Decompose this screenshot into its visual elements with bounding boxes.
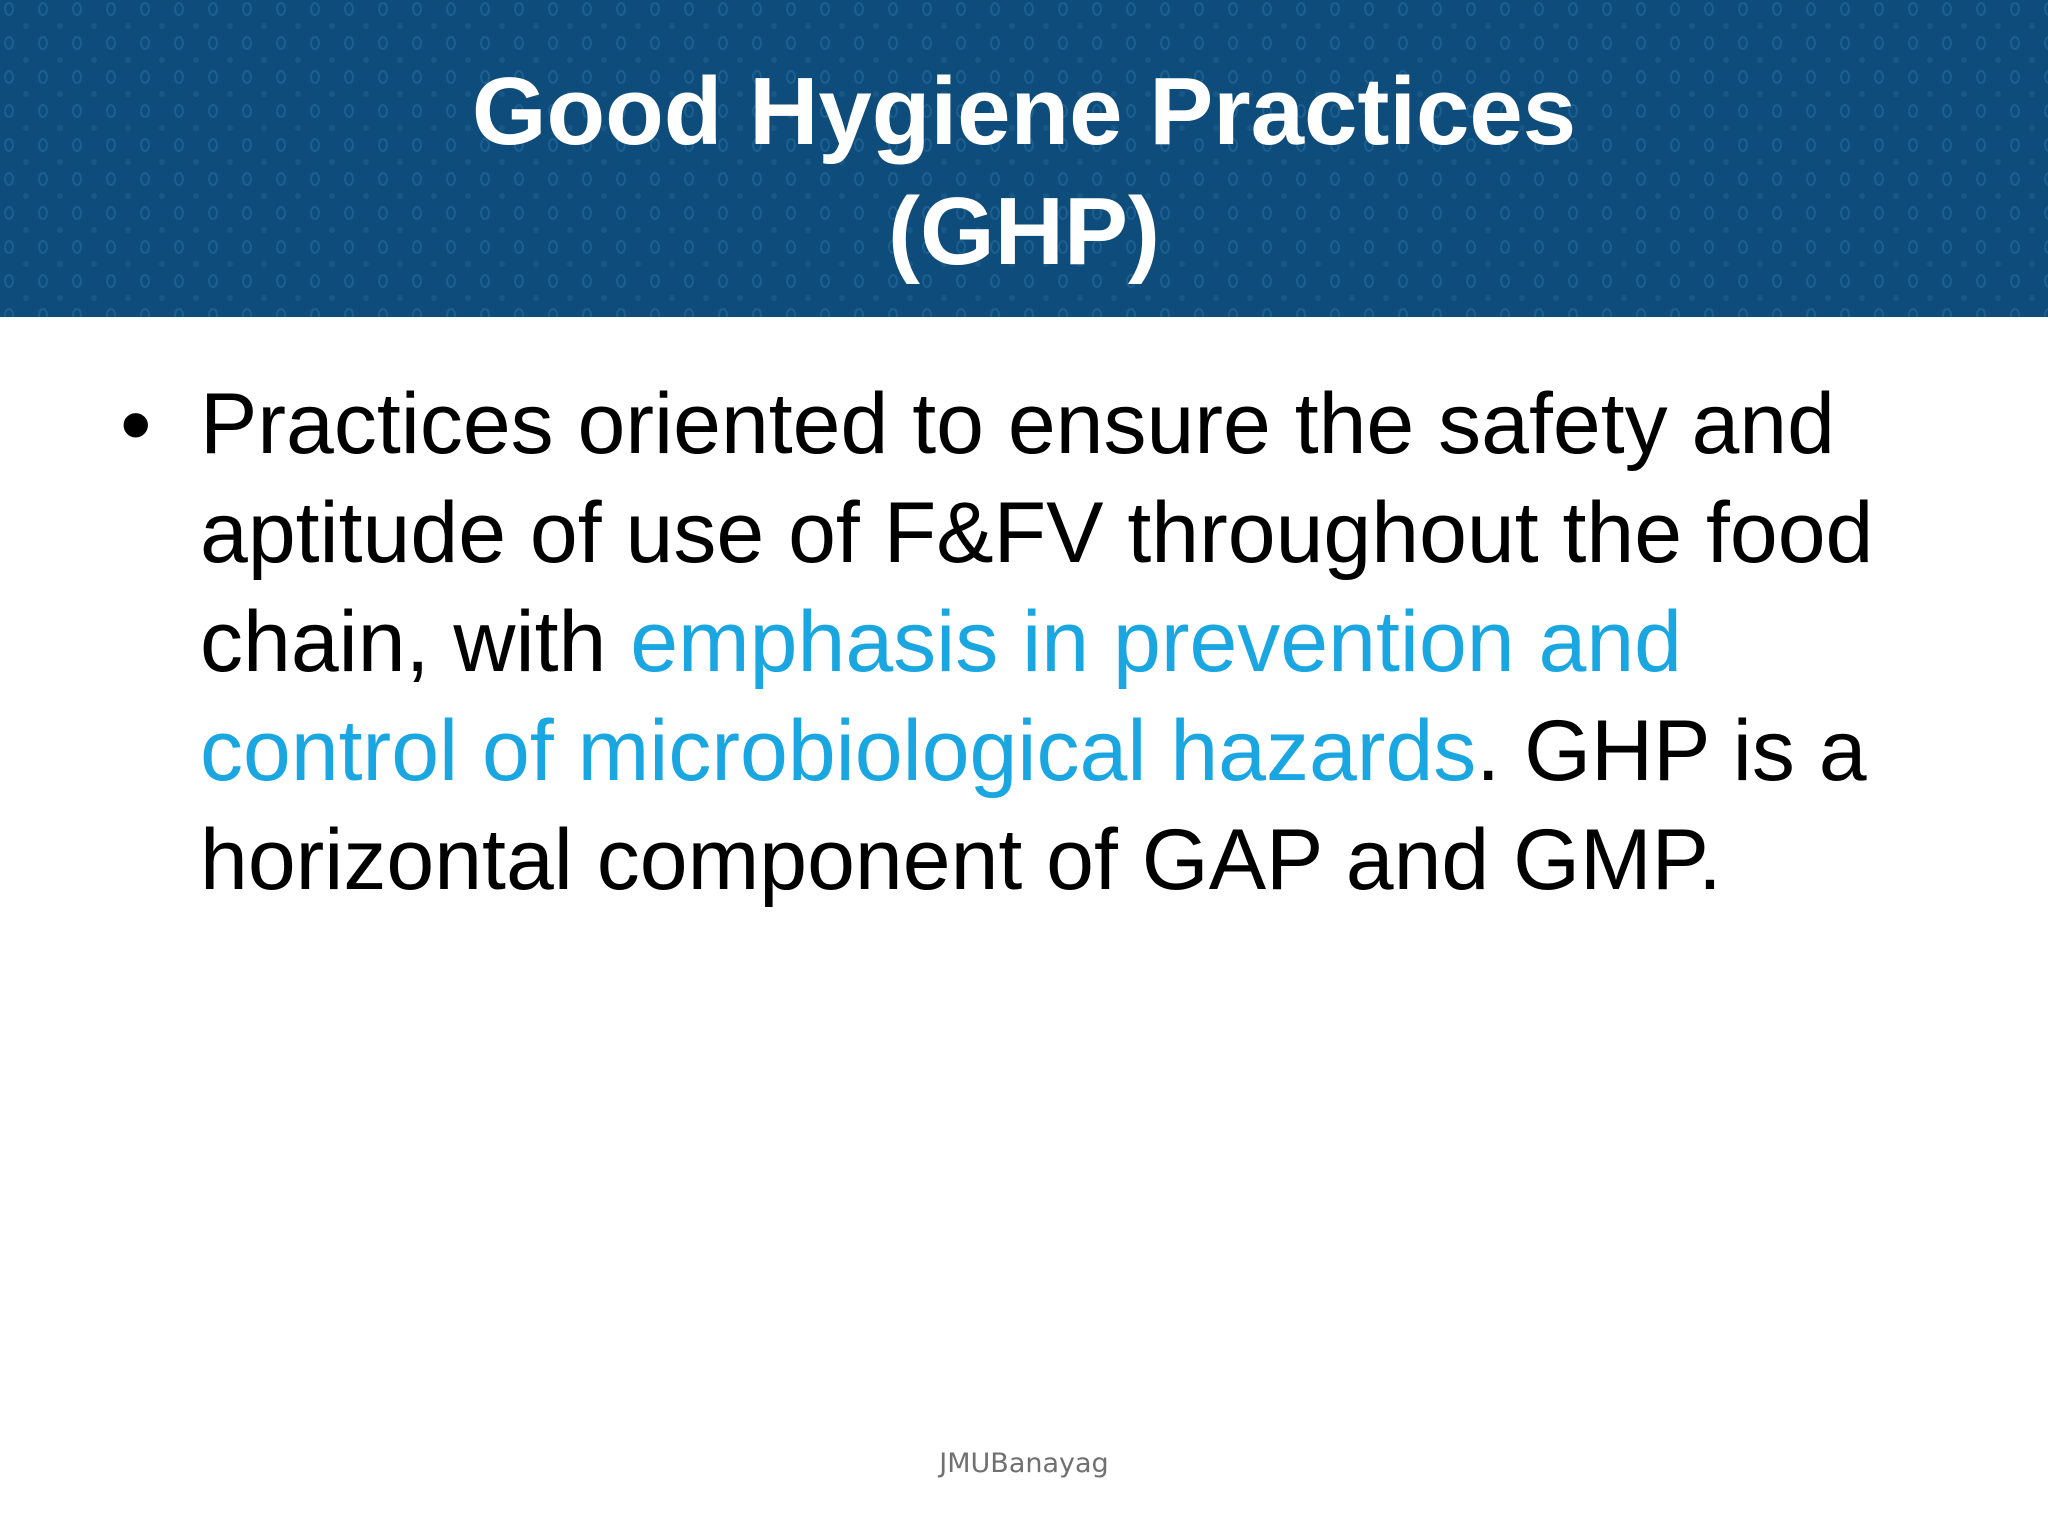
slide-body <box>120 370 1900 915</box>
bullet-point-icon: • <box>120 375 152 475</box>
bullet-item <box>120 370 1900 915</box>
title-line-1: Good Hygiene Practices <box>471 58 1577 165</box>
title-banner <box>0 0 2048 317</box>
bullet-text-part-1: Practices oriented to ensure the safety and aptitude of use of F&FV throughout the food chain, with <box>200 376 1874 690</box>
bullet-text-part-2: . GHP is a horizontal component of GAP and GMP. <box>200 703 1867 908</box>
title-line-2: (GHP) <box>888 178 1160 285</box>
slide-title <box>0 52 2048 292</box>
bullet-text <box>200 370 1900 915</box>
bullet-highlight: emphasis in prevention and control of microbiological hazards <box>200 594 1682 799</box>
footer-author: JMUBanayag <box>939 1448 1109 1479</box>
